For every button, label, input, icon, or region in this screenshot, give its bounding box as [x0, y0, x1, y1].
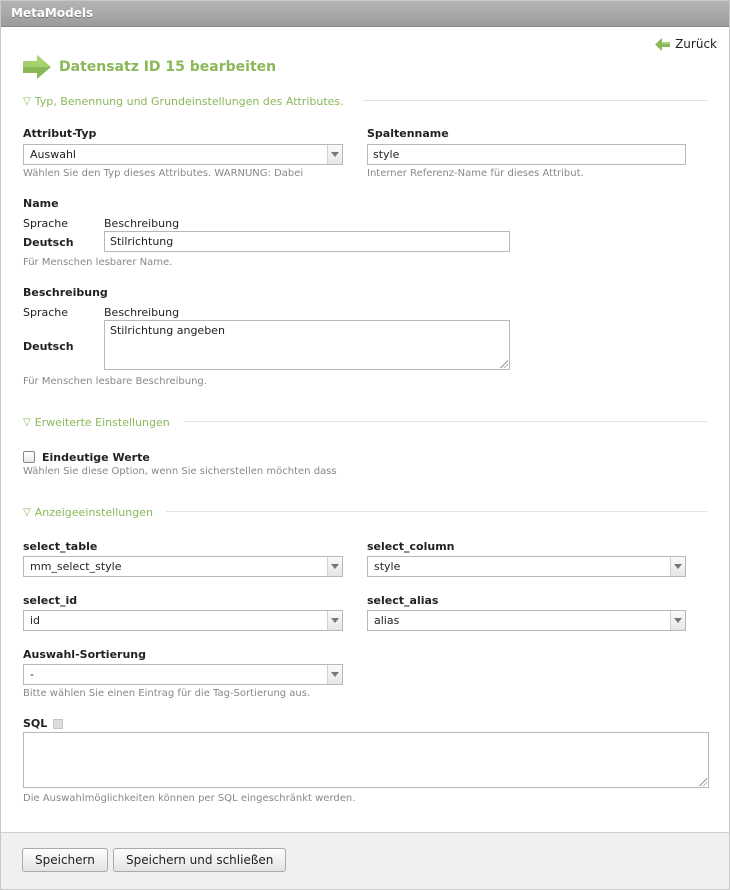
column-name-label: Spaltenname	[367, 127, 449, 140]
save-and-close-button[interactable]: Speichern und schließen	[113, 848, 286, 872]
edit-arrow-icon	[23, 55, 51, 79]
section-divider	[183, 421, 707, 422]
help-wizard-icon[interactable]	[53, 719, 63, 729]
chevron-down-icon	[670, 611, 685, 630]
section-display-legend[interactable]: ▽ Anzeigeeinstellungen	[23, 506, 153, 519]
select-sorting-help: Bitte wählen Sie einen Eintrag für die Tag-Sortierung aus.	[23, 688, 311, 699]
name-col-description: Beschreibung	[104, 217, 180, 230]
name-help: Für Menschen lesbarer Name.	[23, 257, 173, 268]
description-help: Für Menschen lesbare Beschreibung.	[23, 376, 207, 387]
chevron-down-icon	[670, 557, 685, 576]
sql-textarea[interactable]	[23, 732, 709, 788]
back-label: Zurück	[675, 37, 717, 51]
page-title: Datensatz ID 15 bearbeiten	[59, 59, 277, 75]
section-basic-legend[interactable]: ▽ Typ, Benennung und Grundeinstellungen des Attributes.	[23, 95, 344, 108]
select-sorting-label: Auswahl-Sortierung	[23, 648, 146, 661]
description-col-language: Sprache	[23, 306, 69, 319]
attribute-type-select[interactable]: Auswahl	[23, 144, 343, 165]
title-bar	[1, 1, 729, 27]
collapse-triangle-icon: ▽	[23, 507, 31, 518]
back-arrow-icon	[655, 38, 671, 51]
chevron-down-icon	[327, 611, 342, 630]
resize-grip-icon[interactable]	[699, 778, 707, 786]
window-title: MetaModels	[11, 6, 94, 20]
form-footer	[1, 832, 729, 889]
unique-values-checkbox[interactable]	[23, 451, 35, 463]
select-id-select[interactable]: id	[23, 610, 343, 631]
chevron-down-icon	[327, 557, 342, 576]
description-col-description: Beschreibung	[104, 306, 180, 319]
attribute-type-help: Wählen Sie den Typ dieses Attributes. WARNUNG: Dabei	[23, 168, 304, 179]
resize-grip-icon[interactable]	[500, 360, 508, 368]
section-divider	[166, 511, 707, 512]
back-link[interactable]	[655, 37, 717, 51]
select-id-label: select_id	[23, 594, 78, 607]
section-divider	[363, 100, 707, 101]
section-advanced-legend[interactable]: ▽ Erweiterte Einstellungen	[23, 416, 170, 429]
select-table-select[interactable]: mm_select_style	[23, 556, 343, 577]
chevron-down-icon	[327, 665, 342, 684]
description-language: Deutsch	[23, 340, 74, 353]
select-sorting-select[interactable]: -	[23, 664, 343, 685]
name-label: Name	[23, 197, 59, 210]
description-label: Beschreibung	[23, 286, 108, 299]
name-input[interactable]	[104, 231, 510, 252]
select-alias-select[interactable]: alias	[367, 610, 686, 631]
column-name-input[interactable]	[367, 144, 686, 165]
select-column-label: select_column	[367, 540, 455, 553]
name-language: Deutsch	[23, 236, 74, 249]
sql-help: Die Auswahlmöglichkeiten können per SQL eingeschränkt werden.	[23, 793, 356, 804]
select-alias-label: select_alias	[367, 594, 439, 607]
sql-label: SQL	[23, 717, 48, 730]
column-name-help: Interner Referenz-Name für dieses Attribut.	[367, 168, 584, 179]
attribute-type-label: Attribut-Typ	[23, 127, 97, 140]
description-textarea[interactable]: Stilrichtung angeben	[104, 320, 510, 370]
name-col-language: Sprache	[23, 217, 69, 230]
unique-values-help: Wählen Sie diese Option, wenn Sie sicherstellen möchten dass	[23, 466, 337, 477]
unique-values-label[interactable]: Eindeutige Werte	[42, 451, 150, 464]
collapse-triangle-icon: ▽	[23, 417, 31, 428]
collapse-triangle-icon: ▽	[23, 96, 31, 107]
save-button[interactable]: Speichern	[22, 848, 108, 872]
select-column-select[interactable]: style	[367, 556, 686, 577]
select-table-label: select_table	[23, 540, 98, 553]
page-heading	[23, 55, 276, 79]
chevron-down-icon	[327, 145, 342, 164]
